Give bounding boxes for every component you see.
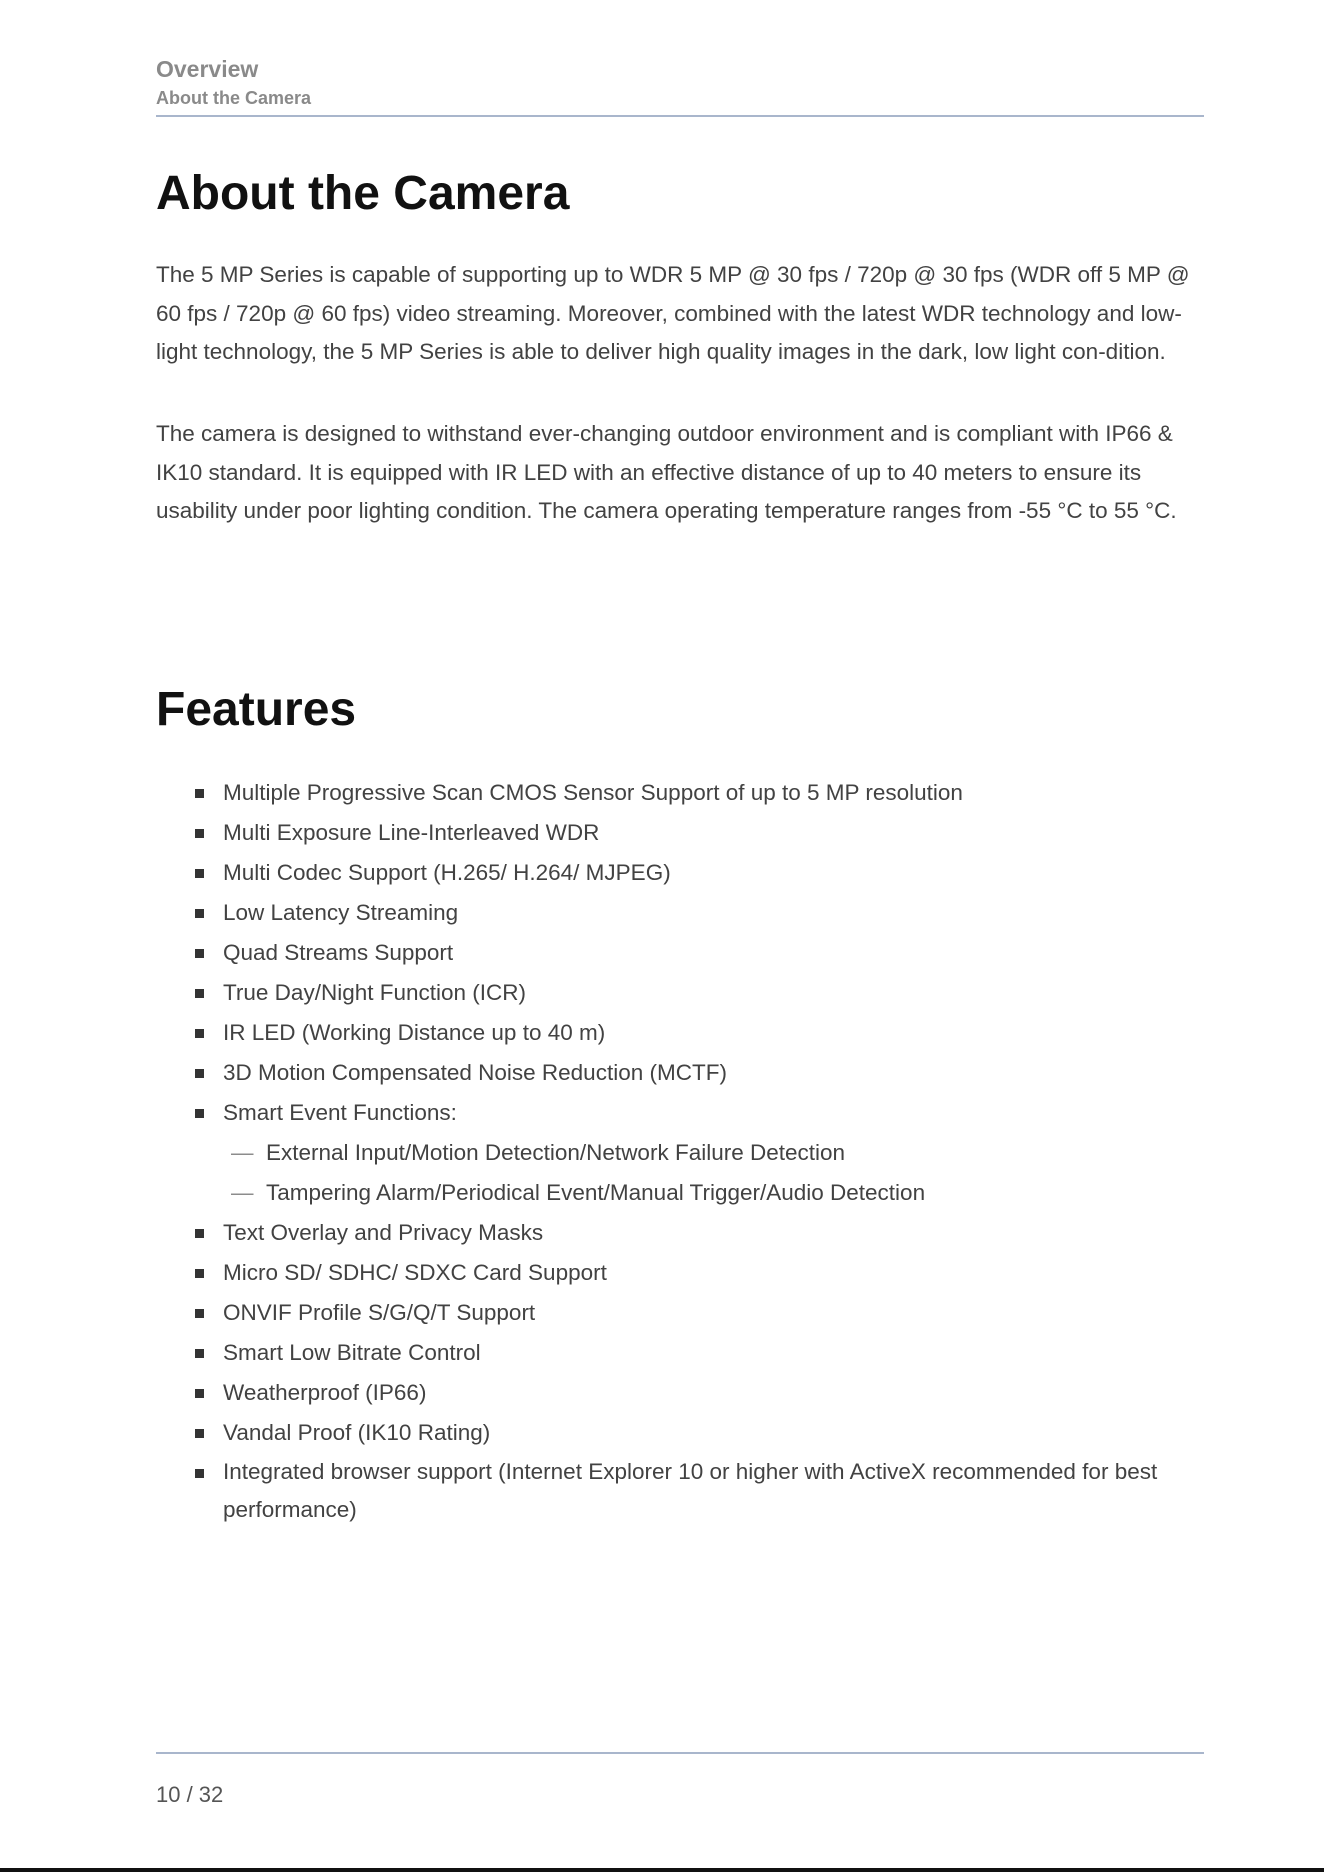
feature-text: Weatherproof (IP66) bbox=[223, 1380, 427, 1405]
about-paragraph-2: The camera is designed to withstand ever-changing outdoor environment and is compliant with IP66 & IK10 standard. It is equipped with IR LED with an effective distance of up to 40 meters to ensure its usability under poor lighting condition. The camera operating temperature ranges from -55 °C to 55 °C. bbox=[156, 421, 1177, 523]
square-bullet-icon bbox=[195, 949, 204, 958]
square-bullet-icon bbox=[195, 789, 204, 798]
running-header bbox=[156, 54, 1204, 110]
feature-item bbox=[156, 1013, 1206, 1053]
feature-text: True Day/Night Function (ICR) bbox=[223, 980, 527, 1005]
about-heading: About the Camera bbox=[156, 167, 570, 220]
feature-text: Multi Codec Support (H.265/ H.264/ MJPEG) bbox=[223, 860, 671, 885]
square-bullet-icon bbox=[195, 1389, 204, 1398]
square-bullet-icon bbox=[195, 909, 204, 918]
feature-item bbox=[156, 773, 1206, 813]
footer-divider bbox=[156, 1752, 1204, 1754]
header-section-title: Overview bbox=[156, 56, 259, 82]
about-paragraph-1: The 5 MP Series is capable of supporting up to WDR 5 MP @ 30 fps / 720p @ 30 fps (WDR off 5 MP @ 60 fps / 720p @ 60 fps) video streaming. Moreover, combined with the latest WDR technology and low-light technology, the 5 MP Series is able to deliver high quality images in the dark, low light con-dition. bbox=[156, 262, 1190, 364]
feature-sub-text: External Input/Motion Detection/Network Failure Detection bbox=[266, 1140, 846, 1165]
dash-bullet-icon: — bbox=[231, 1180, 254, 1205]
feature-text: Smart Low Bitrate Control bbox=[223, 1340, 481, 1365]
page-bottom-edge bbox=[0, 1868, 1324, 1872]
header-subsection-title: About the Camera bbox=[156, 88, 312, 108]
dash-bullet-icon: — bbox=[231, 1140, 254, 1165]
feature-text: Quad Streams Support bbox=[223, 940, 454, 965]
feature-item bbox=[156, 1373, 1206, 1413]
square-bullet-icon bbox=[195, 1029, 204, 1038]
feature-item bbox=[156, 1413, 1206, 1453]
feature-text: Micro SD/ SDHC/ SDXC Card Support bbox=[223, 1260, 607, 1285]
feature-sub-item bbox=[156, 1173, 1206, 1213]
square-bullet-icon bbox=[195, 1109, 204, 1118]
feature-item bbox=[156, 893, 1206, 933]
feature-item bbox=[156, 1213, 1206, 1253]
square-bullet-icon bbox=[195, 1349, 204, 1358]
feature-text: Integrated browser support (Internet Explorer 10 or higher with ActiveX recommended for best performance) bbox=[223, 1459, 1158, 1522]
feature-sub-item bbox=[156, 1133, 1206, 1173]
feature-item bbox=[156, 933, 1206, 973]
feature-item bbox=[156, 813, 1206, 853]
feature-text: 3D Motion Compensated Noise Reduction (MCTF) bbox=[223, 1060, 727, 1085]
feature-item bbox=[156, 1293, 1206, 1333]
feature-text: Vandal Proof (IK10 Rating) bbox=[223, 1420, 491, 1445]
header-divider bbox=[156, 115, 1204, 117]
feature-item bbox=[156, 1253, 1206, 1293]
feature-item bbox=[156, 1093, 1206, 1133]
square-bullet-icon bbox=[195, 1469, 204, 1478]
feature-item bbox=[156, 1053, 1206, 1093]
feature-text: IR LED (Working Distance up to 40 m) bbox=[223, 1020, 606, 1045]
square-bullet-icon bbox=[195, 1269, 204, 1278]
square-bullet-icon bbox=[195, 829, 204, 838]
feature-text: Multiple Progressive Scan CMOS Sensor Support of up to 5 MP resolution bbox=[223, 780, 963, 805]
feature-text: Low Latency Streaming bbox=[223, 900, 459, 925]
feature-item bbox=[156, 973, 1206, 1013]
features-heading: Features bbox=[156, 683, 357, 736]
feature-text: ONVIF Profile S/G/Q/T Support bbox=[223, 1300, 536, 1325]
square-bullet-icon bbox=[195, 1309, 204, 1318]
feature-item bbox=[156, 1453, 1206, 1529]
feature-text: Multi Exposure Line-Interleaved WDR bbox=[223, 820, 600, 845]
feature-text: Smart Event Functions: bbox=[223, 1100, 457, 1125]
features-list bbox=[156, 773, 1206, 1529]
square-bullet-icon bbox=[195, 1069, 204, 1078]
page-number: 10 / 32 bbox=[156, 1782, 224, 1807]
feature-item bbox=[156, 853, 1206, 893]
feature-sub-text: Tampering Alarm/Periodical Event/Manual Trigger/Audio Detection bbox=[266, 1180, 926, 1205]
square-bullet-icon bbox=[195, 989, 204, 998]
feature-item bbox=[156, 1333, 1206, 1373]
square-bullet-icon bbox=[195, 869, 204, 878]
square-bullet-icon bbox=[195, 1229, 204, 1238]
square-bullet-icon bbox=[195, 1429, 204, 1438]
feature-text: Text Overlay and Privacy Masks bbox=[223, 1220, 544, 1245]
